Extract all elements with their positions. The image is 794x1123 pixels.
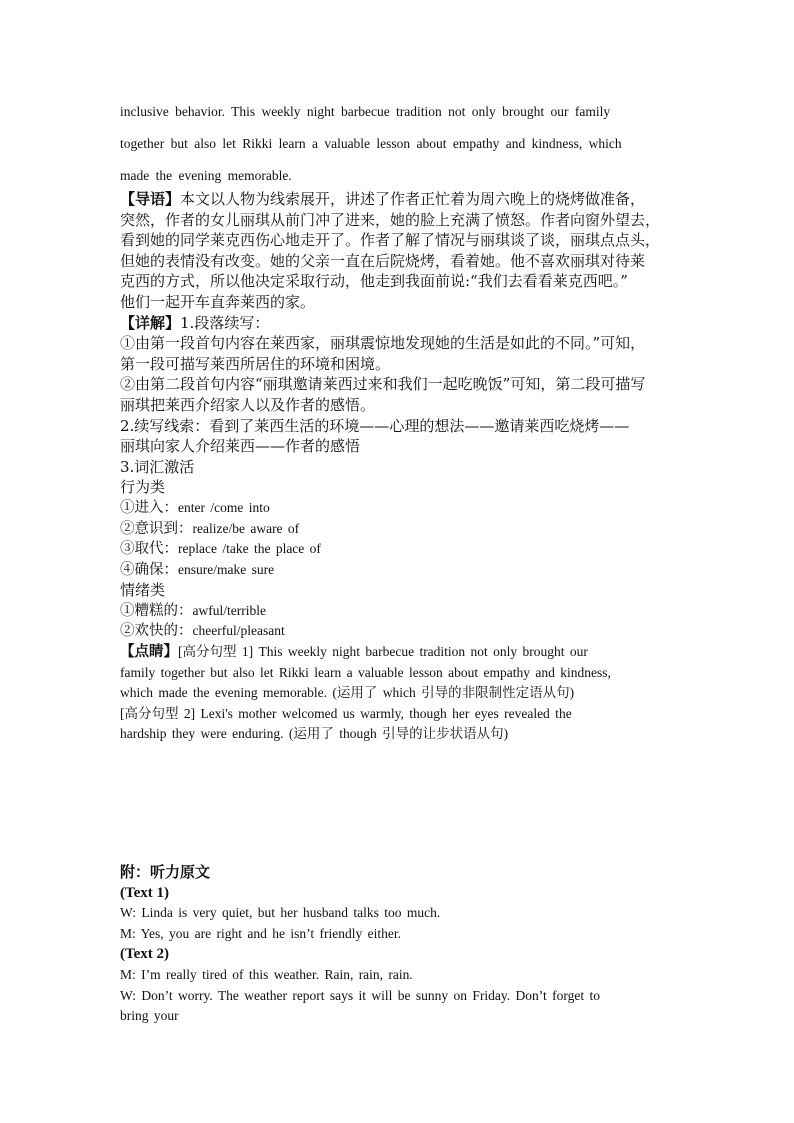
appendix-section	[120, 862, 680, 1027]
guide-line: 看到她的同学莱克西伤心地走开了。作者了解了情况与丽琪谈了谈，丽琪点点头，	[120, 231, 661, 250]
appendix-title: 附：听力原文	[120, 863, 211, 881]
vocab-item: ①进入：enter /come into	[120, 499, 270, 516]
highlight-line: hardship they were enduring. (运用了 though 引导的让步状语从句)	[120, 726, 509, 742]
detail-line: 第一段可描写莱西所居住的环境和困境。	[120, 354, 391, 373]
detail-line: 行为类	[120, 478, 166, 497]
detail-line: 1.段落续写：	[180, 313, 270, 332]
passage-line-2: together but also let Rikki learn a valuable lesson about empathy and kindness, which	[120, 136, 622, 151]
guide-line: 克西的方式，所以他决定采取行动，他走到我面前说:“我们去看看莱克西吧。”	[120, 272, 628, 291]
highlight-line: [高分句型 2] Lexi's mother welcomed us warmly, though her eyes revealed the	[120, 705, 572, 721]
dialogue-line: bring your	[120, 1008, 179, 1024]
text2-heading: (Text 2)	[120, 946, 170, 963]
vocab-item: ④确保：ensure/make sure	[120, 561, 275, 578]
guide-line: 本文以人物为线索展开，讲述了作者正忙着为周六晚上的烧烤做准备，	[180, 190, 646, 208]
detail-line: 3.词汇激活	[120, 457, 195, 476]
dialogue-line: M: Yes, you are right and he isn’t friendly either.	[120, 925, 401, 941]
detail-line: 2.续写线索：看到了莱西生活的环境——心理的想法——邀请莱西吃烧烤——	[120, 416, 630, 435]
emotion-title: 情绪类	[120, 581, 166, 600]
vocab-item: ②欢快的：cheerful/pleasant	[120, 623, 285, 640]
guide-line: 他们一起开车直奔莱西的家。	[120, 292, 316, 311]
dialogue-line: M: I’m really tired of this weather. Rain, rain, rain.	[120, 966, 413, 982]
highlight-line: 【点睛】[高分句型 1] This weekly night barbecue tradition not only brought our	[120, 643, 588, 661]
guide-line: 突然，作者的女儿丽琪从前门冲了进来，她的脸上充满了愤怒。作者向窗外望去，	[120, 210, 661, 229]
guide-line: 但她的表情没有改变。她的父亲一直在后院烧烤，看着她。他不喜欢丽琪对待莱	[120, 251, 646, 270]
highlight-tag: 【点睛】	[120, 643, 178, 661]
guide-tag: 【导语】	[120, 190, 181, 208]
detail-line: ①由第一段首句内容在莱西家，丽琪震惊地发现她的生活是如此的不同。”可知，	[120, 334, 646, 353]
detail-line: ②由第二段首句内容“丽琪邀请莱西过来和我们一起吃晚饭”可知，第二段可描写	[120, 375, 646, 394]
detail-line: 丽琪向家人介绍莱西——作者的感悟	[120, 437, 361, 456]
guide-section	[120, 189, 680, 745]
passage-line-3: made the evening memorable.	[120, 168, 292, 183]
passage-line-1: inclusive behavior. This weekly night barbecue tradition not only brought our family	[120, 104, 611, 119]
vocab-item: ①糟糕的：awful/terrible	[120, 602, 266, 619]
detail-tag: 【详解】	[120, 313, 181, 332]
text1-heading: (Text 1)	[120, 884, 170, 901]
dialogue-line: W: Linda is very quiet, but her husband talks too much.	[120, 905, 441, 921]
highlight-line: family together but also let Rikki learn a valuable lesson about empathy and kindness,	[120, 664, 611, 680]
highlight-line: which made the evening memorable. (运用了 which 引导的非限制性定语从句)	[120, 685, 575, 701]
dialogue-line: W: Don’t worry. The weather report says it will be sunny on Friday. Don’t forget to	[120, 987, 601, 1003]
vocab-item: ③取代：replace /take the place of	[120, 541, 321, 558]
detail-line: 丽琪把莱西介绍家人以及作者的感悟。	[120, 395, 376, 414]
vocab-item: ②意识到：realize/be aware of	[120, 520, 300, 537]
